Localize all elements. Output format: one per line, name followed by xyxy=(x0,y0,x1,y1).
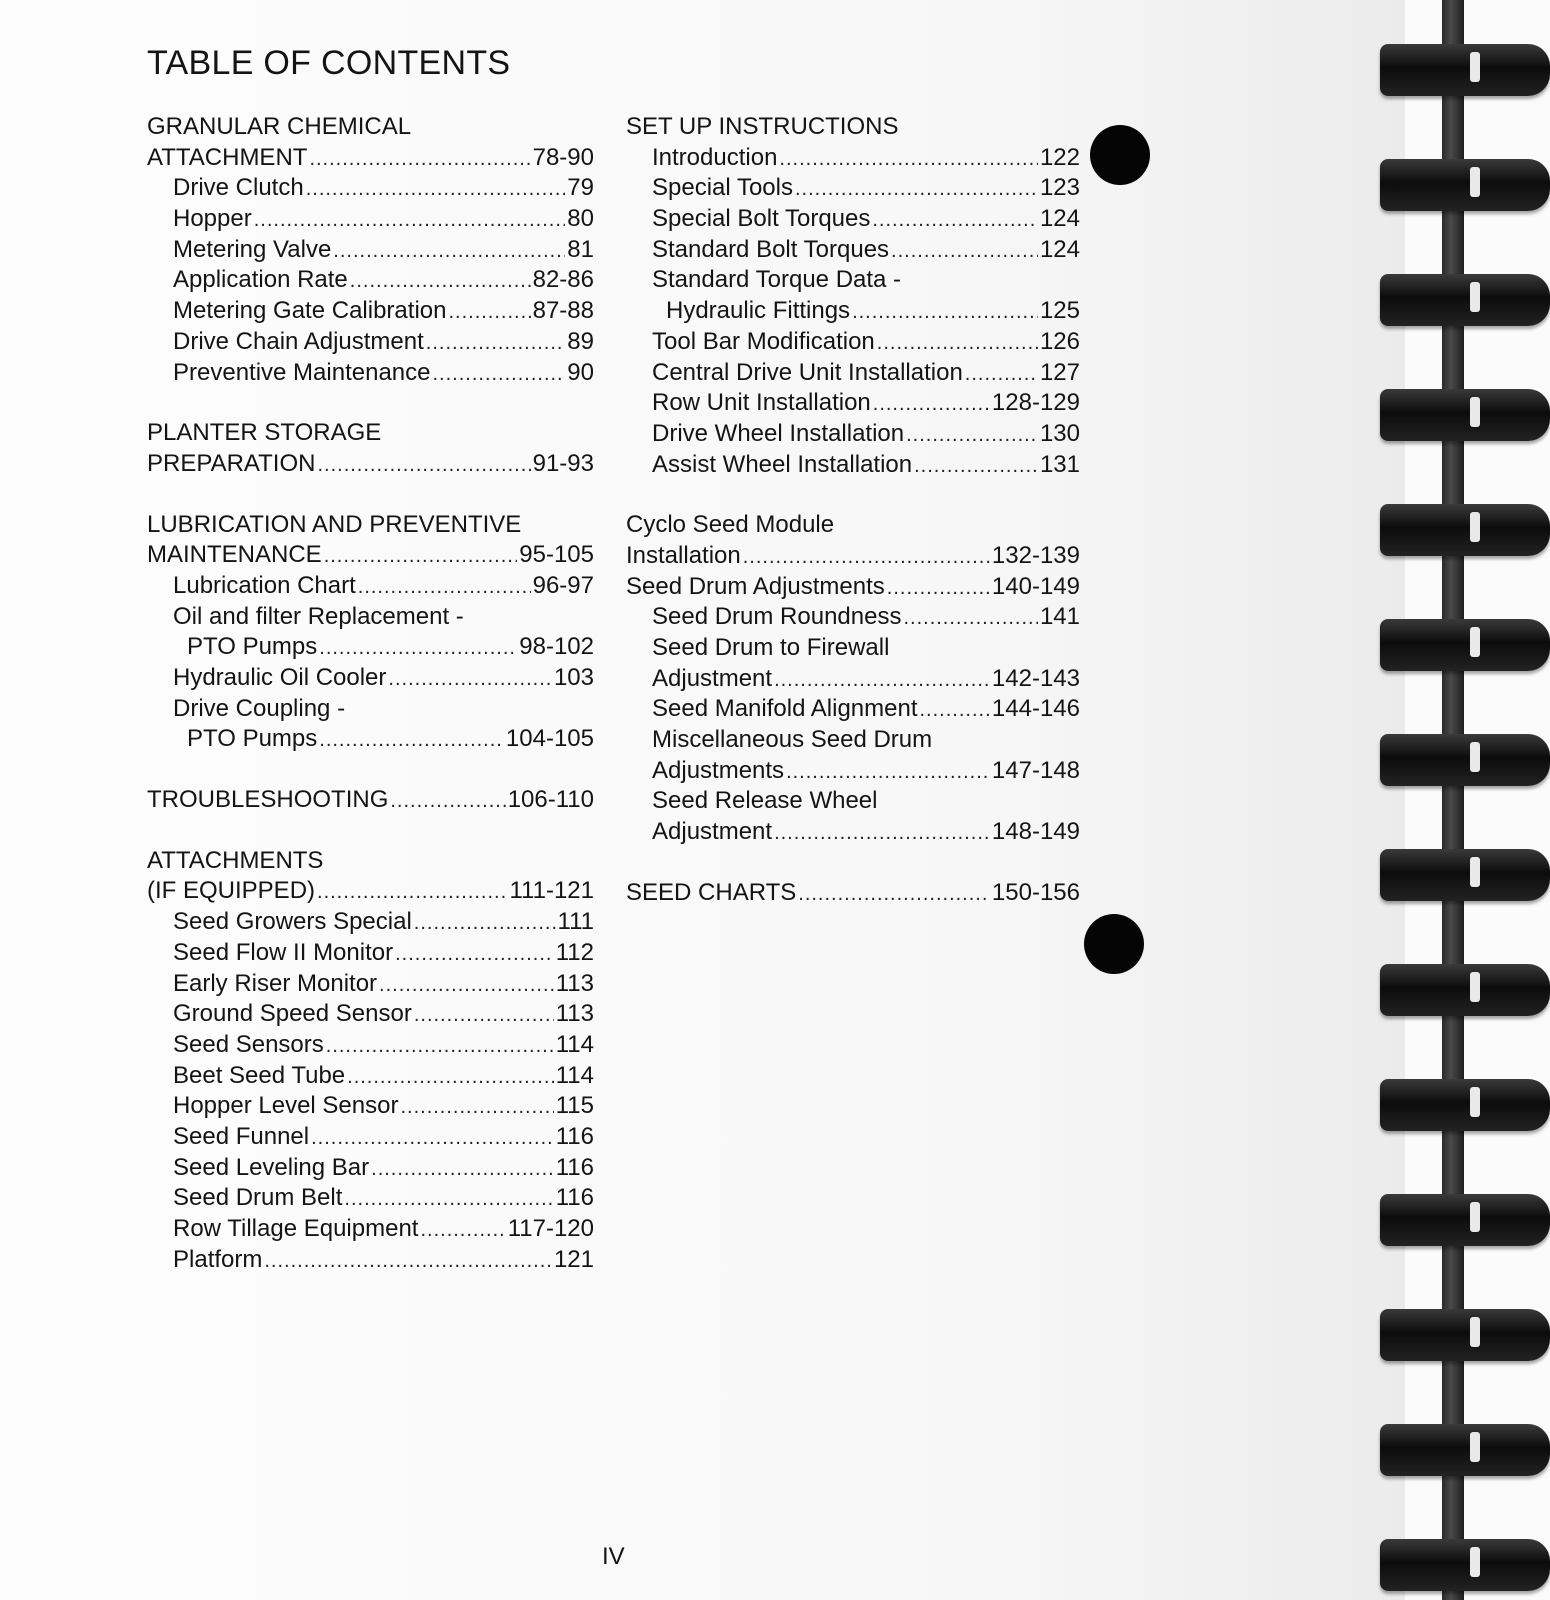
toc-right-column xyxy=(626,112,1080,939)
toc-entry-title: Hopper xyxy=(173,205,252,233)
dot-leader xyxy=(395,939,554,970)
toc-page-number: 131 xyxy=(1039,450,1080,478)
toc-page-number: 103 xyxy=(553,664,594,691)
toc-entry-title: Drive Chain Adjustment xyxy=(173,327,424,355)
dot-leader xyxy=(798,879,990,910)
binding-coil xyxy=(1380,1079,1550,1131)
toc-page-number: 106-110 xyxy=(507,786,594,814)
toc-page-number: 89 xyxy=(567,327,594,355)
toc-entry-title: (IF EQUIPPED) xyxy=(147,877,316,905)
toc-page-number: 124 xyxy=(1039,235,1080,263)
toc-entry-title: MAINTENANCE xyxy=(147,541,322,569)
dot-leader xyxy=(774,818,990,849)
toc-section xyxy=(147,785,594,816)
dot-leader xyxy=(414,908,556,939)
toc-page-number: 122 xyxy=(1039,143,1080,171)
dot-leader xyxy=(914,451,1038,482)
toc-page-number: 80 xyxy=(567,205,594,233)
toc-entry-title: GRANULAR CHEMICAL xyxy=(147,113,412,140)
binding-coil xyxy=(1380,1539,1550,1591)
toc-page-number: 111 xyxy=(557,908,594,936)
toc-page-number: 130 xyxy=(1039,419,1080,447)
dot-leader xyxy=(400,1092,553,1123)
dot-leader xyxy=(306,174,566,205)
toc-heading xyxy=(147,112,594,143)
toc-entry-title: Seed Flow II Monitor xyxy=(173,938,394,966)
page-title: TABLE OF CONTENTS xyxy=(147,44,511,82)
toc-entry-title: Drive Clutch xyxy=(173,174,304,202)
toc-entry-title: ATTACHMENT xyxy=(147,143,308,171)
dot-leader xyxy=(887,573,990,604)
dot-leader xyxy=(333,236,565,267)
dot-leader xyxy=(264,1246,552,1277)
toc-page-number: 128-129 xyxy=(991,389,1080,417)
toc-page-number: 116 xyxy=(555,1184,594,1212)
toc-entry xyxy=(147,1214,594,1245)
punch-hole xyxy=(1090,125,1150,185)
toc-page-number: 150-156 xyxy=(991,878,1080,906)
toc-page-number: 115 xyxy=(555,1092,594,1120)
dot-leader xyxy=(920,695,990,726)
punch-hole xyxy=(1084,914,1144,974)
toc-entry-title: PREPARATION xyxy=(147,449,316,477)
toc-entry xyxy=(626,327,1080,358)
dot-leader xyxy=(326,1031,554,1062)
toc-section xyxy=(626,878,1080,909)
dot-leader xyxy=(420,1215,505,1246)
toc-page-number: 90 xyxy=(567,358,594,386)
binding-coil xyxy=(1380,1194,1550,1246)
toc-entry-title: Installation xyxy=(626,541,741,569)
toc-entry xyxy=(147,204,594,235)
toc-page-number: 82-86 xyxy=(532,266,594,294)
toc-entry xyxy=(147,173,594,204)
spiral-binding xyxy=(1380,0,1550,1600)
toc-entry-title: SEED CHARTS xyxy=(626,878,797,906)
toc-entry xyxy=(147,907,594,938)
toc-page-number: 95-105 xyxy=(519,541,594,569)
dot-leader xyxy=(358,572,531,603)
dot-leader xyxy=(388,664,552,695)
dot-leader xyxy=(317,877,507,908)
toc-entry-title: Metering Gate Calibration xyxy=(173,297,447,325)
toc-entry xyxy=(626,664,1080,695)
toc-entry-title: Seed Growers Special xyxy=(173,908,412,936)
toc-entry xyxy=(147,1030,594,1061)
toc-section xyxy=(626,510,1080,848)
binding-coil xyxy=(1380,1309,1550,1361)
toc-entry-title: Standard Torque Data - xyxy=(652,266,902,294)
toc-entry-title: Metering Valve xyxy=(173,235,332,263)
toc-heading xyxy=(147,540,594,571)
toc-section xyxy=(147,846,594,1276)
toc-entry xyxy=(626,296,1080,327)
binding-coil xyxy=(1380,734,1550,786)
toc-entry xyxy=(147,1153,594,1184)
toc-entry xyxy=(626,235,1080,266)
dot-leader xyxy=(873,389,990,420)
toc-page-number: 127 xyxy=(1039,358,1080,386)
dot-leader xyxy=(432,359,565,390)
toc-page-number: 98-102 xyxy=(519,633,594,661)
toc-page-number: 78-90 xyxy=(532,143,594,171)
toc-entry-title: Special Tools xyxy=(652,174,793,202)
toc-page-number: 91-93 xyxy=(532,449,594,477)
toc-entry-title: Ground Speed Sensor xyxy=(173,1000,412,1028)
toc-entry xyxy=(626,602,1080,633)
binding-coil xyxy=(1380,159,1550,211)
toc-heading xyxy=(626,510,1080,541)
toc-entry-title: Row Tillage Equipment xyxy=(173,1215,419,1242)
toc-entry-title: TROUBLESHOOTING xyxy=(147,786,389,814)
dot-leader xyxy=(324,541,518,572)
toc-page-number: 144-146 xyxy=(991,695,1080,723)
toc-page-number: 104-105 xyxy=(505,725,594,753)
dot-leader xyxy=(414,1000,554,1031)
toc-entry xyxy=(147,296,594,327)
toc-section xyxy=(147,112,594,388)
binding-coil xyxy=(1380,1424,1550,1476)
toc-page-number: 113 xyxy=(555,1000,594,1028)
toc-entry xyxy=(147,1091,594,1122)
toc-entry-title: Adjustments xyxy=(652,756,785,784)
dot-leader xyxy=(344,1184,553,1215)
toc-left-column xyxy=(147,112,594,1305)
toc-page-number: 114 xyxy=(555,1061,594,1089)
dot-leader xyxy=(965,359,1038,390)
toc-page-number: 141 xyxy=(1039,603,1080,631)
toc-entry-title: LUBRICATION AND PREVENTIVE xyxy=(147,510,522,538)
toc-heading xyxy=(626,541,1080,572)
toc-page-number: 81 xyxy=(567,235,594,263)
toc-entry-title: PLANTER STORAGE xyxy=(147,419,382,447)
toc-entry xyxy=(626,725,1080,756)
toc-page-number: 132-139 xyxy=(991,541,1080,569)
toc-entry xyxy=(626,204,1080,235)
toc-entry-title: Seed Drum Belt xyxy=(173,1184,343,1212)
binding-coil xyxy=(1380,389,1550,441)
toc-entry xyxy=(147,327,594,358)
toc-entry-title: Assist Wheel Installation xyxy=(652,450,913,478)
toc-entry xyxy=(626,450,1080,481)
toc-page-number: 111-121 xyxy=(509,877,594,905)
toc-entry-title: Seed Manifold Alignment xyxy=(652,695,918,723)
binding-coil xyxy=(1380,619,1550,671)
toc-entry xyxy=(147,1183,594,1214)
toc-entry xyxy=(626,694,1080,725)
dot-leader xyxy=(371,1154,554,1185)
toc-entry xyxy=(147,632,594,663)
dot-leader xyxy=(779,144,1038,175)
dot-leader xyxy=(311,1123,554,1154)
toc-entry xyxy=(626,756,1080,787)
toc-heading xyxy=(147,449,594,480)
toc-entry-title: Oil and filter Replacement - xyxy=(173,602,464,630)
toc-entry-title: Early Riser Monitor xyxy=(173,969,378,997)
toc-heading xyxy=(626,878,1080,909)
toc-entry xyxy=(626,419,1080,450)
toc-heading xyxy=(626,112,1080,143)
toc-entry-title: Hopper Level Sensor xyxy=(173,1092,399,1120)
toc-entry-title: Miscellaneous Seed Drum xyxy=(652,726,933,754)
toc-entry-title: Beet Seed Tube xyxy=(173,1061,346,1089)
toc-section xyxy=(626,112,1080,480)
toc-page-number: 140-149 xyxy=(991,572,1080,600)
toc-entry xyxy=(147,602,594,633)
toc-page-number: 147-148 xyxy=(991,756,1080,784)
toc-page-number: 79 xyxy=(567,174,594,202)
toc-page-number: 116 xyxy=(555,1153,594,1181)
toc-entry-title: Hydraulic Fittings xyxy=(666,297,851,325)
toc-heading xyxy=(147,785,594,816)
toc-section xyxy=(147,418,594,479)
toc-entry xyxy=(626,265,1080,296)
dot-leader xyxy=(743,542,990,573)
toc-entry-title: Seed Funnel xyxy=(173,1122,310,1150)
toc-entry xyxy=(147,999,594,1030)
toc-entry xyxy=(626,633,1080,664)
toc-entry-title: Drive Wheel Installation xyxy=(652,419,905,447)
dot-leader xyxy=(319,725,504,756)
toc-heading xyxy=(626,572,1080,603)
dot-leader xyxy=(903,603,1037,634)
toc-entry-title: Preventive Maintenance xyxy=(173,358,431,386)
dot-leader xyxy=(347,1062,554,1093)
toc-page-number: 123 xyxy=(1039,174,1080,202)
toc-page-number: 114 xyxy=(555,1030,594,1058)
toc-page-number: 121 xyxy=(553,1245,594,1273)
toc-entry-title: Row Unit Installation xyxy=(652,389,871,417)
binding-coil xyxy=(1380,849,1550,901)
toc-entry xyxy=(147,1122,594,1153)
toc-entry xyxy=(626,358,1080,389)
toc-entry-title: SET UP INSTRUCTIONS xyxy=(626,113,899,140)
toc-entry-title: Hydraulic Oil Cooler xyxy=(173,664,387,691)
dot-leader xyxy=(906,420,1038,451)
dot-leader xyxy=(317,450,530,481)
toc-entry xyxy=(626,817,1080,848)
toc-entry xyxy=(626,388,1080,419)
toc-entry-title: Introduction xyxy=(652,143,778,171)
toc-heading xyxy=(147,876,594,907)
toc-page-number: 96-97 xyxy=(532,571,594,599)
toc-entry-title: Seed Release Wheel xyxy=(652,787,878,815)
toc-entry-title: PTO Pumps xyxy=(187,725,318,753)
dot-leader xyxy=(795,174,1038,205)
toc-section xyxy=(147,510,594,756)
toc-entry xyxy=(626,173,1080,204)
toc-entry-title: Central Drive Unit Installation xyxy=(652,358,963,386)
dot-leader xyxy=(877,328,1038,359)
toc-heading xyxy=(147,418,594,449)
toc-entry xyxy=(147,938,594,969)
toc-entry xyxy=(147,724,594,755)
toc-entry-title: Drive Coupling - xyxy=(173,694,346,722)
dot-leader xyxy=(872,205,1038,236)
toc-entry-title: Lubrication Chart xyxy=(173,571,356,599)
toc-entry-title: Tool Bar Modification xyxy=(652,327,875,355)
toc-entry xyxy=(147,358,594,389)
toc-entry xyxy=(147,265,594,296)
dot-leader xyxy=(774,665,990,696)
toc-entry-title: Seed Drum Adjustments xyxy=(626,572,885,600)
dot-leader xyxy=(309,144,530,175)
toc-page-number: 117-120 xyxy=(507,1215,594,1242)
dot-leader xyxy=(852,297,1038,328)
toc-entry-title: Platform xyxy=(173,1245,263,1273)
toc-entry xyxy=(147,663,594,694)
toc-entry-title: Adjustment xyxy=(652,818,773,846)
toc-entry xyxy=(147,1061,594,1092)
binding-coil xyxy=(1380,504,1550,556)
toc-page-number: 148-149 xyxy=(991,818,1080,846)
dot-leader xyxy=(426,328,566,359)
toc-entry-title: Application Rate xyxy=(173,266,348,294)
toc-entry-title: PTO Pumps xyxy=(187,633,318,661)
toc-page-number: 124 xyxy=(1039,205,1080,233)
toc-entry-title: ATTACHMENTS xyxy=(147,846,324,874)
toc-entry-title: Adjustment xyxy=(652,664,773,692)
toc-entry xyxy=(147,969,594,1000)
toc-entry-title: Seed Leveling Bar xyxy=(173,1153,370,1181)
toc-entry xyxy=(626,143,1080,174)
dot-leader xyxy=(786,757,990,788)
dot-leader xyxy=(390,786,505,817)
page-number: IV xyxy=(602,1543,625,1570)
toc-entry xyxy=(147,694,594,725)
toc-entry-title: Cyclo Seed Module xyxy=(626,511,835,539)
toc-entry-title: Seed Drum Roundness xyxy=(652,603,902,631)
dot-leader xyxy=(379,970,554,1001)
toc-page-number: 87-88 xyxy=(532,297,594,325)
toc-entry-title: Seed Sensors xyxy=(173,1030,324,1058)
toc-page-number: 142-143 xyxy=(991,664,1080,692)
binding-coil xyxy=(1380,964,1550,1016)
toc-entry xyxy=(147,235,594,266)
toc-page-number: 112 xyxy=(555,938,594,966)
dot-leader xyxy=(448,297,530,328)
dot-leader xyxy=(254,205,566,236)
toc-entry xyxy=(147,571,594,602)
toc-heading xyxy=(147,846,594,877)
toc-page-number: 125 xyxy=(1039,297,1080,325)
binding-coil xyxy=(1380,44,1550,96)
binding-coil xyxy=(1380,274,1550,326)
toc-page-number: 126 xyxy=(1039,327,1080,355)
toc-page-number: 116 xyxy=(555,1122,594,1150)
toc-entry-title: Special Bolt Torques xyxy=(652,205,871,233)
toc-heading xyxy=(147,510,594,541)
dot-leader xyxy=(891,236,1038,267)
dot-leader xyxy=(350,266,531,297)
toc-entry-title: Standard Bolt Torques xyxy=(652,235,890,263)
toc-entry-title: Seed Drum to Firewall xyxy=(652,634,890,661)
toc-heading xyxy=(147,143,594,174)
dot-leader xyxy=(319,633,517,664)
toc-entry xyxy=(147,1245,594,1276)
toc-entry xyxy=(626,786,1080,817)
toc-page-number: 113 xyxy=(555,969,594,997)
